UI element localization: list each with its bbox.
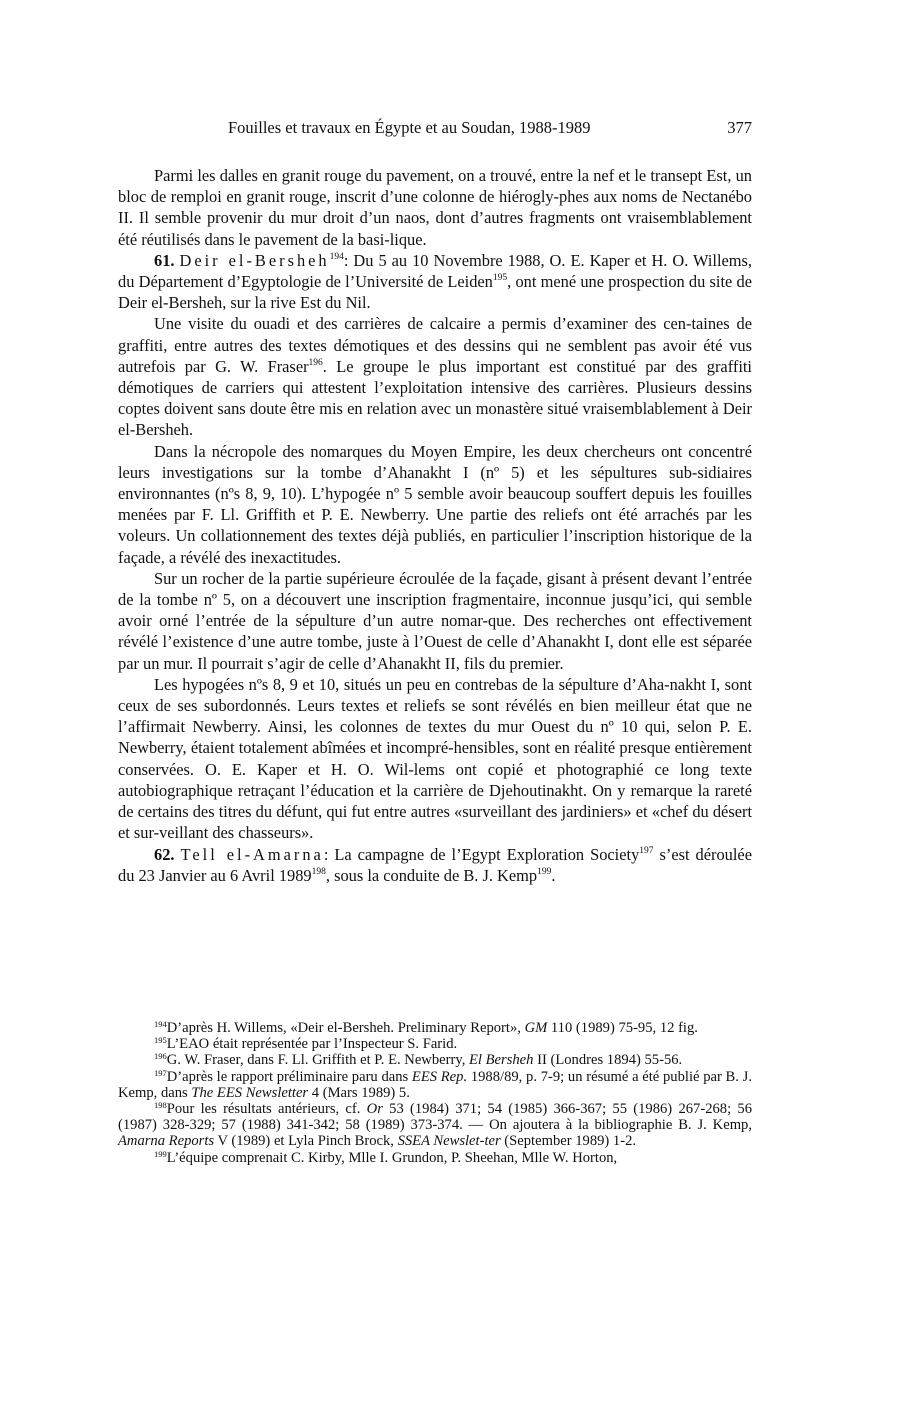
footnote-ref: 198 bbox=[311, 866, 326, 877]
page-number: 377 bbox=[727, 118, 752, 137]
footnote-194: $^{194}$D’après H. Willems, «Deir el-Bersheh. Preliminary Report», GM 110 (1989) 75-95, 12 fig. bbox=[154, 1019, 698, 1036]
section-61: 61. Deir el-Bersheh$^{194}$: Du 5 au 10 Novembre 1988, O. E. Kaper et H. O. Willems, du Département d’Egyptologie de l’Université de Leiden$^{195}$, ont mené une prospection du site de Deir el-Bersheh, sur la rive Est du Nil. bbox=[118, 250, 752, 313]
site-name: Tell el-Amarna bbox=[180, 844, 324, 864]
footnote-ref: 196 bbox=[308, 357, 323, 368]
section-62: 62. Tell el-Amarna: La campagne de l’Egypt Exploration Society$^{197}$ s’est déroulée du 23 Janvier au 6 Avril 1989$^{198}$, sous la conduite de B. J. Kemp$^{199}$. bbox=[118, 844, 752, 885]
paragraph: Dans la nécropole des nomarques du Moyen Empire, les deux chercheurs ont concentré leurs investigations sur la tombe d’Ahanakht I (nº 5) et les sépultures sub-sidiaires environnantes (nºs 8, 9, 10). L’hypogée nº 5 semble avoir beaucoup souffert depuis les fouilles menées par F. Ll. Griffith et P. E. Newberry. Une partie des reliefs ont été arrachés par les voleurs. Un collationnement des textes déjà publiés, en particulier l’inscription historique de la façade, a révélé des inexactitudes. bbox=[118, 441, 752, 567]
footnote-197: $^{197}$D’après le rapport préliminaire paru dans EES Rep. 1988/89, p. 7-9; un résumé a été publié par B. J. Kemp, dans The EES Newsletter 4 (Mars 1989) 5. bbox=[118, 1067, 752, 1101]
footnotes bbox=[118, 1020, 752, 1166]
section-number: 61. bbox=[154, 250, 175, 270]
section-number: 62. bbox=[154, 844, 175, 864]
running-header bbox=[118, 118, 752, 142]
running-title: Fouilles et travaux en Égypte et au Soudan, 1988-1989 bbox=[228, 118, 591, 137]
paragraph: Sur un rocher de la partie supérieure écroulée de la façade, gisant à présent devant l’entrée de la tombe nº 5, on a découvert une inscription fragmentaire, inconnue jusqu’ici, qui semble avoir orné l’entrée de la sépulture d’un autre nomar-que. Des recherches ont effectivement révélé l’existence d’une autre tombe, juste à l’Ouest de celle d’Ahanakht I, dont elle est séparée par un mur. Il pourrait s’agir de celle d’Ahanakht II, fils du premier. bbox=[118, 568, 752, 673]
footnote-ref: 197 bbox=[639, 845, 654, 856]
footnote-198: $^{198}$Pour les résultats antérieurs, cf. Or 53 (1984) 371; 54 (1985) 366-367; 55 (1986) 267-268; 56 (1987) 328-329; 57 (1988) 341-342; 58 (1989) 373-374. — On ajoutera à la bibliographie B. J. Kemp, Amarna Reports V (1989) et Lyla Pinch Brock, SSEA Newslet-ter (September 1989) 1-2. bbox=[118, 1100, 752, 1150]
footnote-ref: 199 bbox=[537, 866, 552, 877]
paragraph: Une visite du ouadi et des carrières de calcaire a permis d’examiner des cen-taines de graffiti, entre autres des textes démotiques et des dessins qui ne semblent pas avoir été vus autrefois par G. W. Fraser$^{196}$. Le groupe le plus important est constitué par des graffiti démotiques de carriers qui attestent l’exploitation intensive des carrières. Plusieurs dessins coptes doivent sans doute être mis en relation avec un monastère situé vraisemblablement à Deir el-Bersheh. bbox=[118, 314, 752, 440]
footnote-ref: 194 bbox=[329, 251, 344, 262]
footnote-ref: 195 bbox=[492, 273, 508, 284]
paragraph: Parmi les dalles en granit rouge du pavement, on a trouvé, entre la nef et le transept Est, un bloc de remploi en granit rouge, inscrit d’une colonne de hiérogly-phes aux noms de Nectanébo II. Il semble provenir du mur droit d’un naos, dont d’autres fragments ont vraisemblablement été réutilisés dans le pavement de la basi-lique. bbox=[118, 166, 752, 249]
footnote-199: $^{199}$L’équipe comprenait C. Kirby, Mlle I. Grundon, P. Sheehan, Mlle W. Horton, bbox=[154, 1148, 618, 1166]
paragraph: Les hypogées nºs 8, 9 et 10, situés un peu en contrebas de la sépulture d’Aha-nakht I, sont ceux de ses subordonnés. Leurs textes et reliefs se sont révélés en bien meilleur état que ne l’affirmait Newberry. Ainsi, les colonnes de textes du mur Ouest du nº 10 qui, selon P. E. Newberry, étaient totalement abîmées et incompré-hensibles, sont en réalité presque entièrement conservées. O. E. Kaper et H. O. Wil-lems ont copié et photographié ce long texte autobiographique retraçant l’éducation et la carrière de Djehoutinakht. On y remarque la rareté de certains des titres du défunt, qui fut entre autres «surveillant des jardiniers» et «chef du désert et sur-veillant des chasseurs». bbox=[118, 674, 752, 843]
footnote-196: $^{196}$G. W. Fraser, dans F. Ll. Griffith et P. E. Newberry, El Bersheh II (Londres 1894) 55-56. bbox=[154, 1051, 683, 1069]
main-text bbox=[118, 165, 752, 886]
site-name: Deir el-Bersheh bbox=[179, 250, 330, 270]
footnote-195: $^{195}$L’EAO était représentée par l’Inspecteur S. Farid. bbox=[154, 1035, 458, 1053]
